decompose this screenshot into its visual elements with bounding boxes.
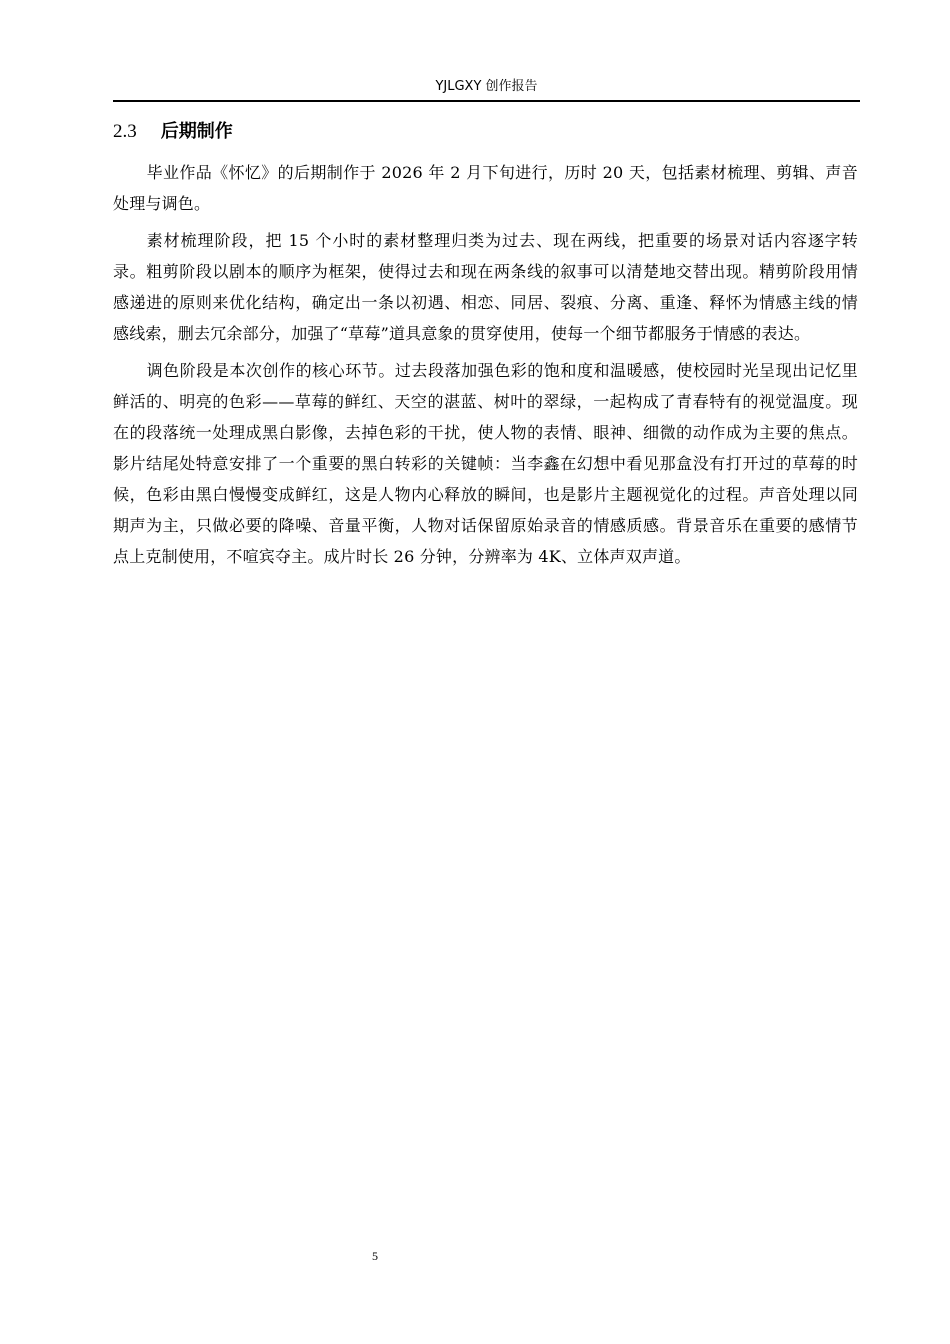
section-title: 后期制作 [160, 121, 233, 142]
section-number: 2.3 [113, 121, 137, 142]
running-header: YJLGXY 创作报告 [435, 79, 538, 94]
paragraph: 毕业作品《怀忆》的后期制作于 2026 年 2 月下旬进行，历时 20 天，包括素材梳理、剪辑、声音处理与调色。 [113, 163, 858, 213]
section-heading [113, 118, 233, 145]
paragraph: 素材梳理阶段，把 15 个小时的素材整理归类为过去、现在两线，把重要的场景对话内容逐字转录。粗剪阶段以剧本的顺序为框架，使得过去和现在两条线的叙事可以清楚地交替出现。精剪阶段用情感递进的原则来优化结构，确定出一条以初遇、相恋、同居、裂痕、分离、重逢、释怀为情感主线的情感线索，删去冗余部分，加强了“草莓”道具意象的贯穿使用，使每一个细节都服务于情感的表达。 [113, 231, 858, 343]
section-body [113, 157, 858, 578]
page-number: 5 [372, 1249, 378, 1263]
header-rule [113, 100, 860, 102]
paragraph: 调色阶段是本次创作的核心环节。过去段落加强色彩的饱和度和温暖感，使校园时光呈现出记忆里鲜活的、明亮的色彩——草莓的鲜红、天空的湛蓝、树叶的翠绿，一起构成了青春特有的视觉温度。现在的段落统一处理成黑白影像，去掉色彩的干扰，使人物的表情、眼神、细微的动作成为主要的焦点。影片结尾处特意安排了一个重要的黑白转彩的关键帧：当李鑫在幻想中看见那盒没有打开过的草莓的时候，色彩由黑白慢慢变成鲜红，这是人物内心释放的瞬间，也是影片主题视觉化的过程。声音处理以同期声为主，只做必要的降噪、音量平衡，人物对话保留原始录音的情感质感。背景音乐在重要的感情节点上克制使用，不喧宾夺主。成片时长 26 分钟，分辨率为 4K、立体声双声道。 [113, 361, 858, 566]
